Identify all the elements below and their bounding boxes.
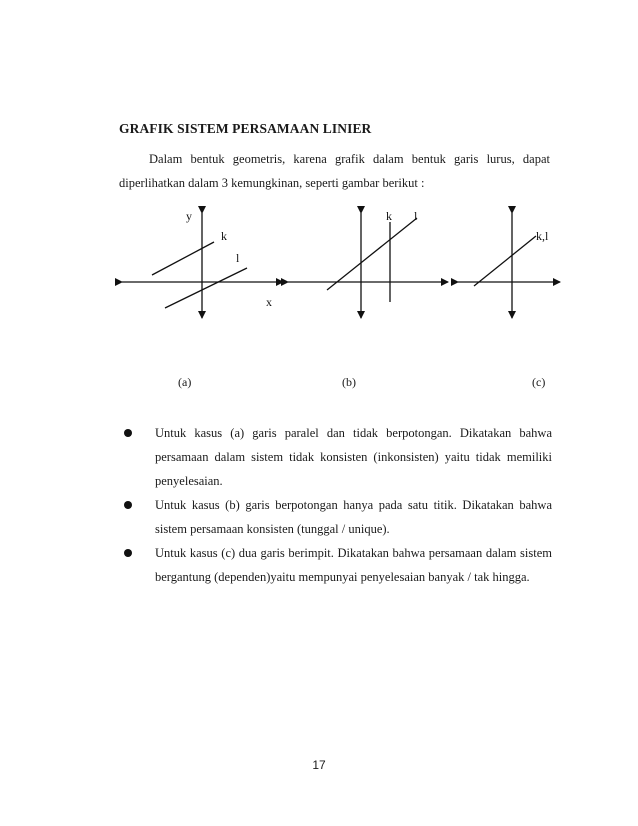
list-item <box>122 421 552 493</box>
explanation-list <box>122 421 552 589</box>
page-number: 17 <box>312 758 326 772</box>
bullet-icon <box>124 429 132 437</box>
caption-c: (c) <box>532 375 546 389</box>
bullet-icon <box>124 549 132 557</box>
section-heading: GRAFIK SISTEM PERSAMAAN LINIER <box>119 121 372 136</box>
graph-a-label-y: y <box>186 209 192 223</box>
graph-a-line-k <box>152 242 214 275</box>
line-graphs-figure <box>0 0 638 400</box>
intro-paragraph-line1: Dalam bentuk geometris, karena grafik dalam bentuk garis lurus, dapat <box>149 152 550 166</box>
graph-a-label-l: l <box>236 251 240 265</box>
list-item-text: Untuk kasus (c) dua garis berimpit. Dikatakan bahwa persamaan dalam sistem bergantung (dependen)yaitu mempunyai penyelesaian banyak / tak hingga. <box>155 546 552 584</box>
list-item-text: Untuk kasus (a) garis paralel dan tidak berpotongan. Dikatakan bahwa persamaan dalam sistem tidak konsisten (inkonsisten) yaitu tidak memiliki penyelesaian. <box>155 426 552 488</box>
graph-b-line-l <box>327 218 417 290</box>
graph-c-label-kl: k,l <box>536 229 549 243</box>
graph-a-label-k: k <box>221 229 227 243</box>
bullet-icon <box>124 501 132 509</box>
intro-paragraph-line2: diperlihatkan dalam 3 kemungkinan, seperti gambar berikut : <box>119 176 425 190</box>
graph-c-line-kl <box>474 236 536 286</box>
graph-a-label-x: x <box>266 295 272 309</box>
list-item-text: Untuk kasus (b) garis berpotongan hanya pada satu titik. Dikatakan bahwa sistem persamaan konsisten (tunggal / unique). <box>155 498 552 536</box>
graph-b-label-l: l <box>414 209 418 223</box>
list-item <box>122 541 552 589</box>
graph-b-label-k: k <box>386 209 392 223</box>
caption-b: (b) <box>342 375 356 389</box>
list-item <box>122 493 552 541</box>
caption-a: (a) <box>178 375 192 389</box>
graph-a-line-l <box>165 268 247 308</box>
graph-b <box>288 213 448 318</box>
graph-a <box>122 213 283 318</box>
